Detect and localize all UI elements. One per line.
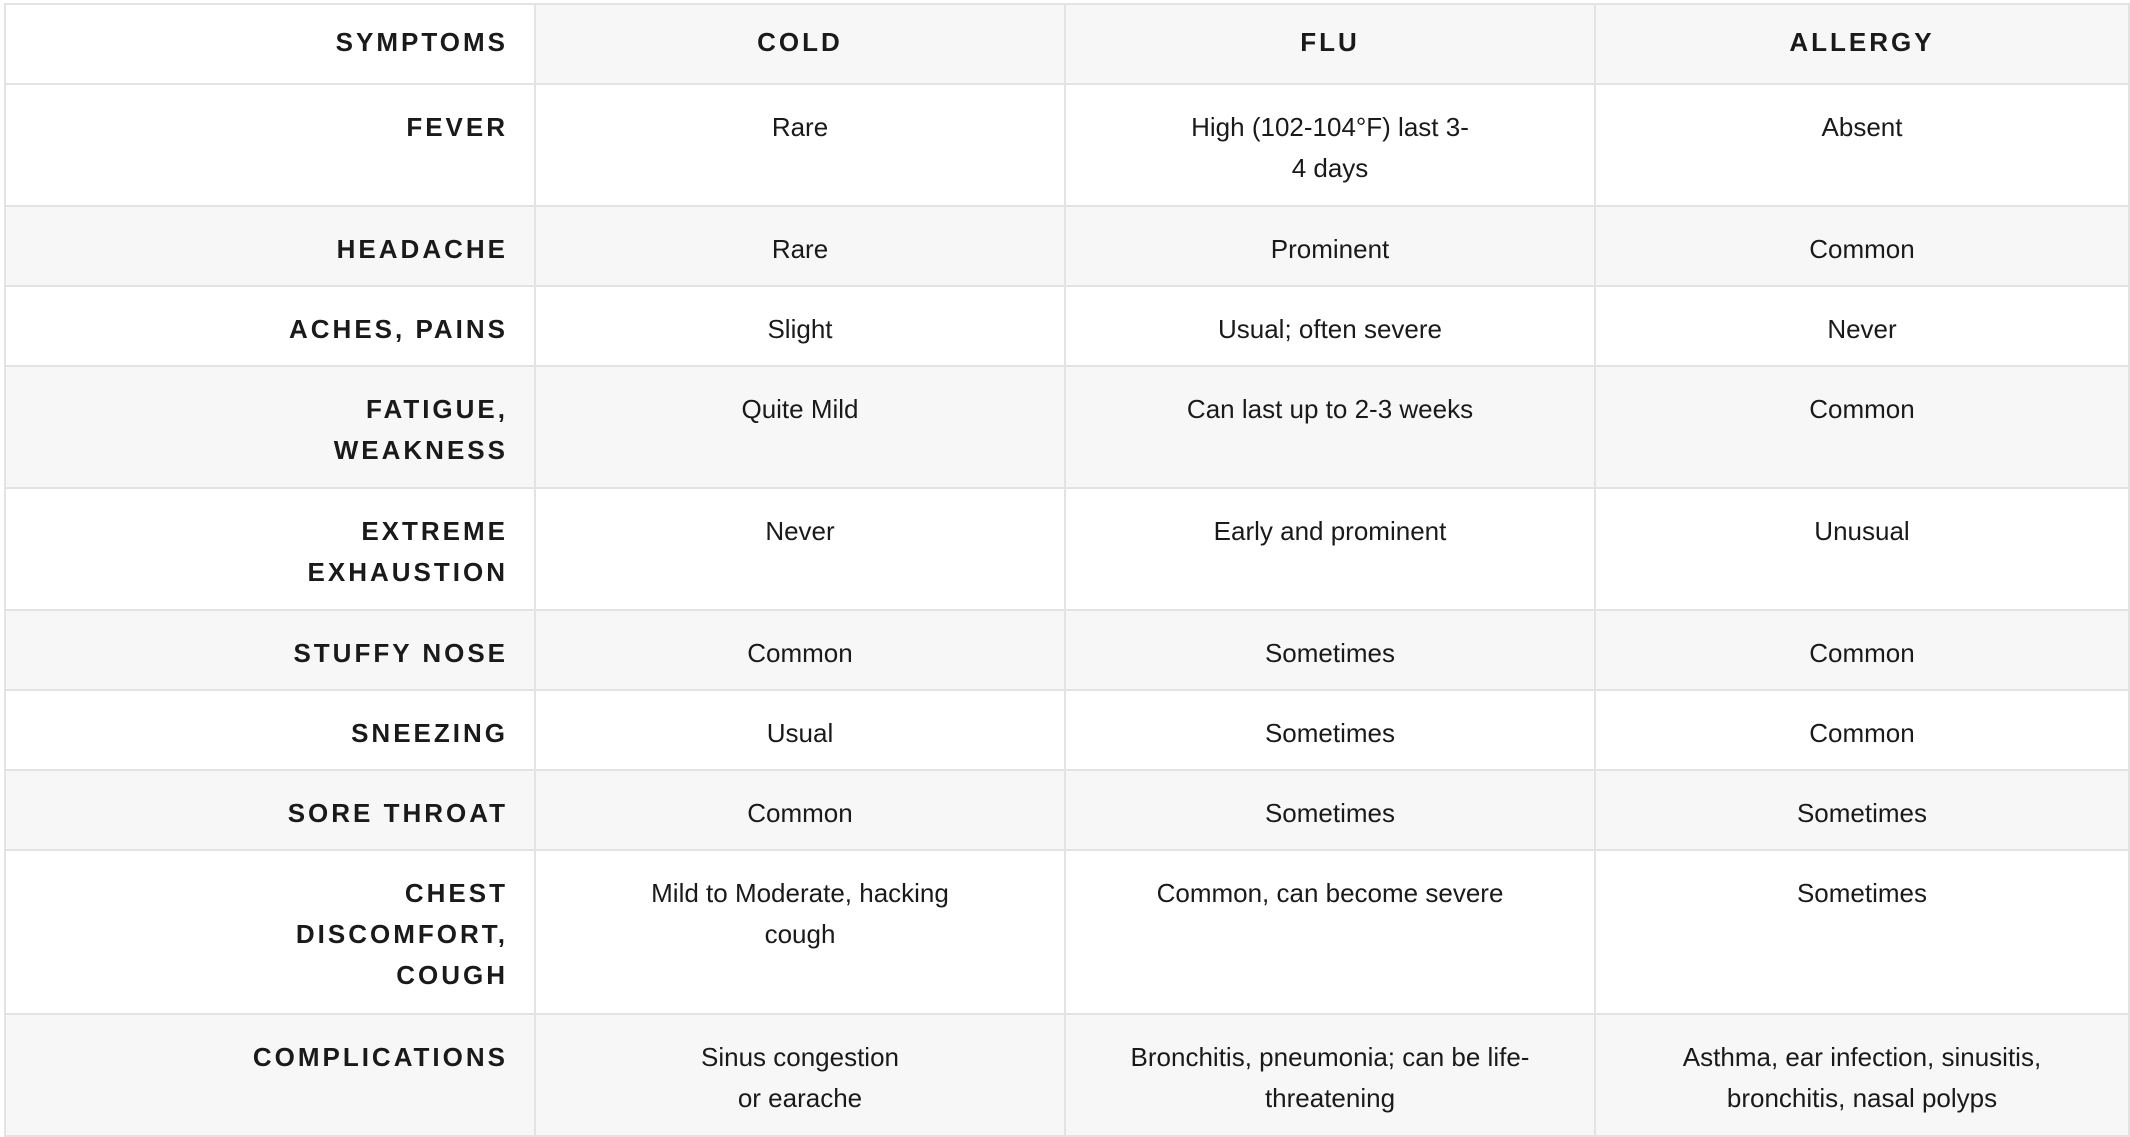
- cold-cell: Common: [535, 770, 1065, 850]
- allergy-cell: Asthma, ear infection, sinusitis, bronchitis, nasal polyps: [1595, 1014, 2129, 1136]
- allergy-cell: Never: [1595, 286, 2129, 366]
- header-symptoms: SYMPTOMS: [5, 4, 535, 84]
- symptom-label: HEADACHE: [5, 206, 535, 286]
- header-allergy: ALLERGY: [1595, 4, 2129, 84]
- allergy-cell: Common: [1595, 690, 2129, 770]
- flu-cell: Bronchitis, pneumonia; can be life-threatening: [1065, 1014, 1595, 1136]
- cold-cell: Quite Mild: [535, 366, 1065, 488]
- allergy-cell: Sometimes: [1595, 770, 2129, 850]
- flu-cell: Can last up to 2-3 weeks: [1065, 366, 1595, 488]
- flu-cell: Common, can become severe: [1065, 850, 1595, 1014]
- table-row: [5, 850, 2129, 1014]
- table-row: [5, 206, 2129, 286]
- flu-cell: Sometimes: [1065, 690, 1595, 770]
- symptom-label: CHEST DISCOMFORT, COUGH: [5, 850, 535, 1014]
- symptom-label: COMPLICATIONS: [5, 1014, 535, 1136]
- symptom-label: STUFFY NOSE: [5, 610, 535, 690]
- allergy-cell: Absent: [1595, 84, 2129, 206]
- cold-cell: Rare: [535, 206, 1065, 286]
- header-cold: COLD: [535, 4, 1065, 84]
- cold-cell: Sinus congestion or earache: [535, 1014, 1065, 1136]
- cold-cell: Slight: [535, 286, 1065, 366]
- flu-cell: Sometimes: [1065, 610, 1595, 690]
- symptom-label: SNEEZING: [5, 690, 535, 770]
- table-header-row: [5, 4, 2129, 84]
- allergy-cell: Unusual: [1595, 488, 2129, 610]
- flu-cell: High (102-104°F) last 3-4 days: [1065, 84, 1595, 206]
- flu-cell: Sometimes: [1065, 770, 1595, 850]
- flu-cell: Early and prominent: [1065, 488, 1595, 610]
- table-row: [5, 770, 2129, 850]
- table-row: [5, 690, 2129, 770]
- allergy-cell: Sometimes: [1595, 850, 2129, 1014]
- flu-cell: Prominent: [1065, 206, 1595, 286]
- allergy-cell: Common: [1595, 366, 2129, 488]
- flu-cell: Usual; often severe: [1065, 286, 1595, 366]
- cold-cell: Rare: [535, 84, 1065, 206]
- table-row: [5, 610, 2129, 690]
- table-row: [5, 84, 2129, 206]
- table-row: [5, 286, 2129, 366]
- table-row: [5, 488, 2129, 610]
- allergy-cell: Common: [1595, 206, 2129, 286]
- symptom-label: ACHES, PAINS: [5, 286, 535, 366]
- symptom-label: SORE THROAT: [5, 770, 535, 850]
- cold-cell: Never: [535, 488, 1065, 610]
- symptom-comparison-table: [4, 3, 2130, 1137]
- symptom-label: FEVER: [5, 84, 535, 206]
- table-row: [5, 1014, 2129, 1136]
- cold-cell: Common: [535, 610, 1065, 690]
- cold-cell: Mild to Moderate, hacking cough: [535, 850, 1065, 1014]
- symptom-label: FATIGUE, WEAKNESS: [5, 366, 535, 488]
- allergy-cell: Common: [1595, 610, 2129, 690]
- header-flu: FLU: [1065, 4, 1595, 84]
- table-row: [5, 366, 2129, 488]
- symptom-label: EXTREME EXHAUSTION: [5, 488, 535, 610]
- cold-cell: Usual: [535, 690, 1065, 770]
